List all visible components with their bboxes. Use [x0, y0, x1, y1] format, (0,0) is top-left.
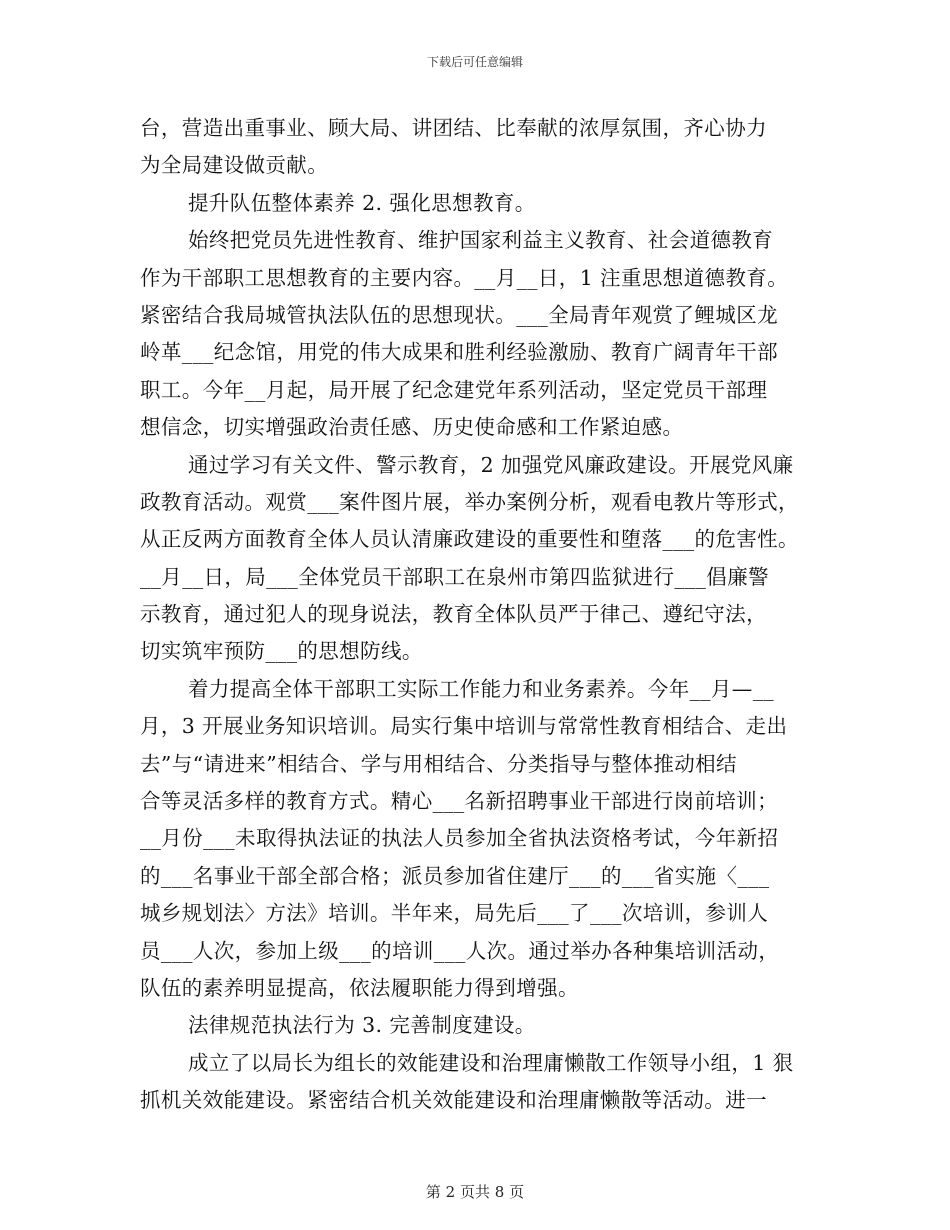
text-line: 城乡规划法〉方法》培训。半年来，局先后___了___次培训，参训人: [140, 901, 769, 926]
text-line: 切实筑牢预防___的思想防线。: [140, 639, 423, 664]
text-line: 紧密结合我局城管执法队伍的思想现状。___全局青年观赏了鲤城区龙: [140, 302, 779, 327]
text-line: 月，3 开展业务知识培训。局实行集中培训与常常性教育相结合、走出: [140, 714, 788, 739]
text-line: 示教育，通过犯人的现身说法，教育全体队员严于律己、遵纪守法，: [140, 602, 767, 627]
text-line: 想信念，切实增强政治责任感、历史使命感和工作紧迫感。: [140, 415, 684, 440]
page-header: 下载后可任意编辑: [426, 55, 523, 69]
text-line: 着力提高全体干部职工实际工作能力和业务素养。今年__月—__: [188, 676, 774, 701]
text-line: 从正反两方面教育全体人员认清廉政建设的重要性和堕落___的危害性。: [140, 527, 799, 552]
text-line: 法律规范执法行为 3. 完善制度建设。: [188, 1013, 536, 1038]
text-line: 成立了以局长为组长的效能建设和治理庸懒散工作领导小组，1 狠: [188, 1050, 794, 1075]
text-line: 始终把党员先进性教育、维护国家利益主义教育、社会道德教育: [188, 228, 774, 253]
text-line: 员___人次，参加上级___的培训___人次。通过举办各种集培训活动，: [140, 938, 780, 963]
text-line: 的___名事业干部全部合格；派员参加省住建厅___的___省实施〈___: [140, 863, 770, 888]
text-line: 提升队伍整体素养 2. 强化思想教育。: [188, 190, 536, 215]
text-line: 岭革___纪念馆，用党的伟大成果和胜利经验激励、教育广阔青年干部: [140, 340, 779, 365]
text-line: 通过学习有关文件、警示教育，2 加强党风廉政建设。开展党风廉: [188, 452, 794, 477]
text-line: 队伍的素养明显提高，依法履职能力得到增强。: [140, 975, 579, 1000]
text-line: __月__日，局___全体党员干部职工在泉州市第四监狱进行___倡廉警: [140, 564, 769, 589]
text-line: 台，营造出重事业、顾大局、讲团结、比奉献的浓厚氛围，齐心协力: [140, 116, 767, 140]
text-line: 合等灵活多样的教育方式。精心___名新招聘事业干部进行岗前培训；: [140, 789, 779, 814]
text-line: 作为干部职工思想教育的主要内容。__月__日，1 注重思想道德教育。: [140, 265, 789, 290]
text-line: __月份___未取得执法证的执法人员参加全省执法资格考试，今年新招: [140, 826, 779, 851]
text-line: 政教育活动。观赏___案件图片展，举办案例分析，观看电教片等形式，: [140, 489, 799, 514]
text-line: 职工。今年__月起，局开展了纪念建党年系列活动，坚定党员干部理: [140, 377, 768, 402]
document-body: [140, 110, 830, 1120]
text-line: 去”与“请进来”相结合、学与用相结合、分类指导与整体推动相结: [140, 751, 737, 776]
page-footer: 第 2 页共 8 页: [425, 1183, 525, 1201]
text-line: 为全局建设做贡献。: [140, 153, 329, 178]
text-line: 抓机关效能建设。紧密结合机关效能建设和治理庸懒散等活动。进一: [140, 1088, 767, 1113]
